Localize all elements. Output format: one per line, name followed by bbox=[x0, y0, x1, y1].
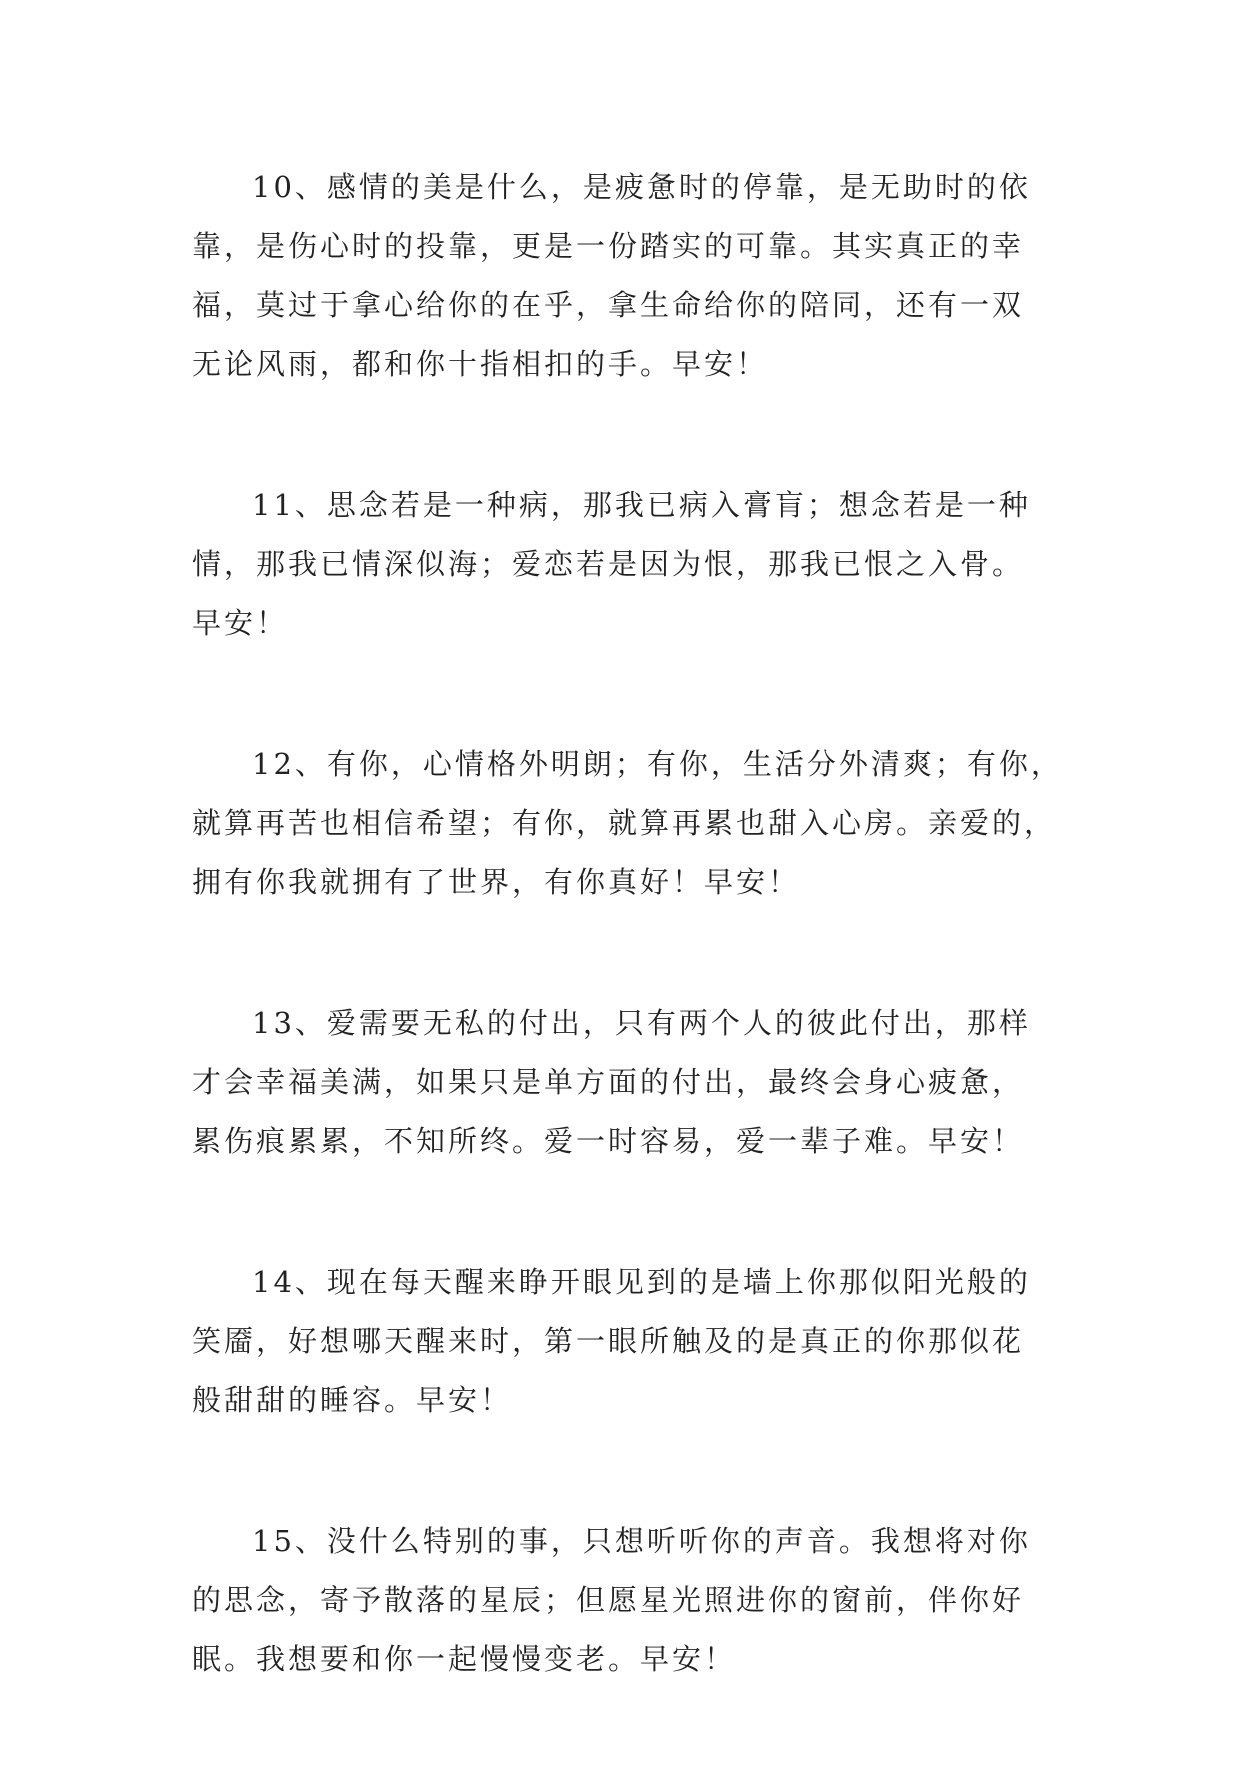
paragraph-line: 的思念，寄予散落的星辰；但愿星光照进你的窗前，伴你好 bbox=[192, 1583, 1025, 1617]
paragraph-line: 累伤痕累累，不知所终。爱一时容易，爱一辈子难。早安！ bbox=[192, 1124, 1025, 1158]
paragraph-line: 11、思念若是一种病，那我已病入膏肓；想念若是一种 bbox=[252, 488, 1031, 522]
paragraph-12 bbox=[192, 735, 1062, 912]
paragraph-11 bbox=[192, 476, 1062, 653]
paragraph-line: 12、有你，心情格外明朗；有你，生活分外清爽；有你， bbox=[252, 747, 1063, 781]
paragraph-line: 眠。我想要和你一起慢慢变老。早安！ bbox=[192, 1642, 737, 1676]
paragraph-line: 13、爱需要无私的付出，只有两个人的彼此付出，那样 bbox=[252, 1006, 1031, 1040]
paragraph-line: 才会幸福美满，如果只是单方面的付出，最终会身心疲惫， bbox=[192, 1065, 1025, 1099]
paragraph-line: 般甜甜的睡容。早安！ bbox=[192, 1383, 513, 1417]
paragraph-line: 15、没什么特别的事，只想听听你的声音。我想将对你 bbox=[252, 1524, 1031, 1558]
paragraph-line: 10、感情的美是什么，是疲惫时的停靠，是无助时的依 bbox=[252, 170, 1031, 204]
document-body bbox=[192, 158, 1062, 1771]
paragraph-line: 早安！ bbox=[192, 606, 289, 640]
paragraph-line: 无论风雨，都和你十指相扣的手。早安！ bbox=[192, 347, 769, 381]
paragraph-line: 靠，是伤心时的投靠，更是一份踏实的可靠。其实真正的幸 bbox=[192, 229, 1025, 263]
paragraph-15 bbox=[192, 1512, 1062, 1689]
paragraph-13 bbox=[192, 994, 1062, 1171]
paragraph-line: 14、现在每天醒来睁开眼见到的是墙上你那似阳光般的 bbox=[252, 1265, 1031, 1299]
paragraph-line: 拥有你我就拥有了世界，有你真好！早安！ bbox=[192, 865, 801, 899]
paragraph-line: 情，那我已情深似海；爱恋若是因为恨，那我已恨之入骨。 bbox=[192, 547, 1025, 581]
paragraph-line: 笑靥，好想哪天醒来时，第一眼所触及的是真正的你那似花 bbox=[192, 1324, 1025, 1358]
paragraph-14 bbox=[192, 1253, 1062, 1430]
paragraph-line: 就算再苦也相信希望；有你，就算再累也甜入心房。亲爱的， bbox=[192, 806, 1057, 840]
paragraph-10 bbox=[192, 158, 1062, 394]
paragraph-line: 福，莫过于拿心给你的在乎，拿生命给你的陪同，还有一双 bbox=[192, 288, 1025, 322]
